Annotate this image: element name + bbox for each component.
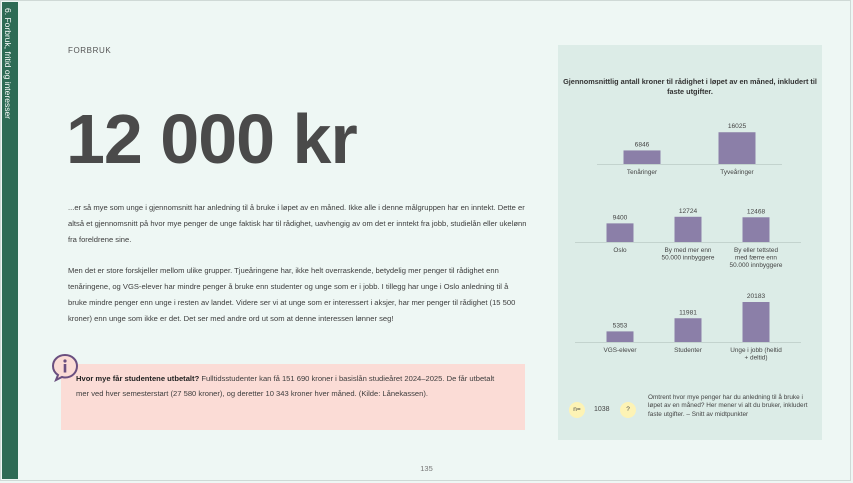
chart-3-value-label: 11981 bbox=[679, 309, 697, 317]
chart-2-category-label: 50.000 innbyggere bbox=[729, 262, 783, 270]
chart-2-bar bbox=[607, 223, 634, 242]
bar-chart bbox=[558, 45, 822, 440]
chart-1-value-label: 16025 bbox=[727, 123, 747, 131]
chart-3-category-label: + deltid) bbox=[744, 354, 768, 362]
chapter-side-tab bbox=[2, 2, 18, 479]
callout-text bbox=[76, 372, 496, 401]
chart-1-category-label: Tyveåringer bbox=[720, 169, 754, 176]
chart-3-bar bbox=[607, 331, 634, 342]
chart-3-category-label: VGS-elever bbox=[603, 347, 637, 354]
chart-2-bar bbox=[743, 217, 770, 242]
headline-amount: 12 000 kr bbox=[66, 100, 357, 178]
chart-2-value-label: 9400 bbox=[612, 214, 628, 222]
chart-2-bar bbox=[675, 217, 702, 242]
question-badge: ? bbox=[620, 402, 636, 418]
question-note: Omtrent hvor mye penger har du anledning til å bruke i løpet av en måned? Her mener vi alt du bruker, inkludert faste utgifter. – Snitt av midtpunkter bbox=[648, 394, 808, 418]
intro-paragraph: ...er så mye som unge i gjennomsnitt har anledning til å bruke i løpet av en måned. Ikke alle i denne målgruppen har en inntekt. Dette er altså et gjennomsnitt på hvor mye penger de unge faktisk har til rådighet, uavhengig av om det er inntekt fra jobb, studielån eller ukelønn fra foreldrene sine. bbox=[68, 203, 527, 244]
chart-1-bar bbox=[719, 132, 756, 164]
sample-size-value: 1038 bbox=[594, 406, 610, 413]
section-label: FORBRUK bbox=[68, 46, 112, 55]
differences-paragraph: Men det er store forskjeller mellom ulike grupper. Tjueåringene har, ikke helt overraskende, betydelig mer penger til rådighet enn tenåringene, og VGS-elever har mindre penger å bruke enn studenter og unge som er i jobb. I tillegg har unge i Oslo anledning til å bruke mindre penger enn unge i resten av landet. Videre ser vi at unge som er interessert i aksjer, har mer penger til rådighet (15 500 kroner) enn unge som ikke er det. Det ser med andre ord ut som at denne interessen lønner seg! bbox=[68, 266, 516, 323]
chart-1-value-label: 6846 bbox=[634, 141, 650, 149]
callout-question: Hvor mye får studentene utbetalt? bbox=[76, 374, 200, 383]
chart-2-category-label: Oslo bbox=[613, 247, 627, 254]
sample-size-badge: n= bbox=[569, 402, 585, 418]
chart-3-category-label: Studenter bbox=[674, 347, 702, 354]
chart-2-value-label: 12468 bbox=[746, 208, 766, 216]
chart-3-category-label: Unge i jobb (heltid bbox=[730, 347, 782, 354]
chart-3-value-label: 20183 bbox=[746, 293, 766, 300]
chart-3-bar bbox=[743, 302, 770, 342]
chart-1-bar bbox=[624, 150, 661, 164]
chart-2-category-label: By med mer enn bbox=[664, 247, 712, 254]
chart-2-category-label: med færre enn bbox=[735, 254, 777, 262]
chart-3-value-label: 5353 bbox=[612, 322, 628, 330]
chart-2-value-label: 12724 bbox=[678, 207, 698, 215]
page-number: 135 bbox=[420, 464, 433, 473]
callout-body: Fulltidsstudenter kan få 151 690 kroner i basislån studieåret 2024–2025. De får utbetalt mer ved hver semesterstart (27 580 kroner), og deretter 10 343 kroner hver måned. (Kilde: Lånekassen). bbox=[76, 374, 495, 398]
chart-panel bbox=[558, 45, 822, 440]
chart-1-category-label: Tenåringer bbox=[626, 169, 658, 176]
chart-3-bar bbox=[675, 318, 702, 342]
chart-2-category-label: 50.000 innbyggere bbox=[661, 254, 715, 262]
chart-2-category-label: By eller tettsted bbox=[733, 247, 779, 254]
chart-title: Gjennomsnittlig antall kroner til rådighet i løpet av en måned, inkludert til faste utgifter. bbox=[563, 77, 817, 96]
chapter-side-tab-label: 6. Forbruk, fritid og interesser bbox=[3, 8, 13, 120]
